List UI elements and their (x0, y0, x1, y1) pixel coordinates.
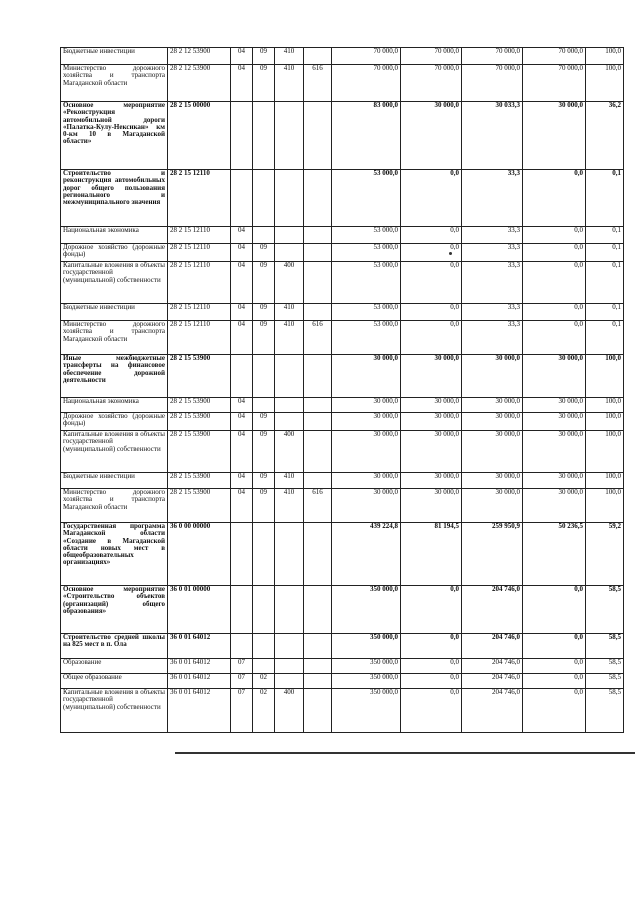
section-code: 04 (231, 227, 253, 244)
admin-code (304, 413, 332, 431)
table-row (61, 65, 624, 102)
value-3: 33,3 (462, 227, 523, 244)
value-3: 30 000,0 (462, 355, 523, 398)
table-row (61, 321, 624, 355)
section-code: 04 (231, 304, 253, 321)
value-3: 204 746,0 (462, 674, 523, 689)
admin-code: 616 (304, 65, 332, 102)
budget-table (60, 47, 624, 733)
target-code: 28 2 15 12110 (168, 262, 231, 304)
admin-code (304, 102, 332, 170)
expense-type-code: 410 (275, 48, 304, 65)
value-1: 53 000,0 (332, 170, 401, 227)
admin-code (304, 689, 332, 733)
expense-type-code: 400 (275, 431, 304, 473)
subsection-code (253, 634, 275, 659)
value-4: 30 000,0 (523, 102, 586, 170)
value-2: 81 194,5 (401, 523, 462, 586)
value-1: 350 000,0 (332, 586, 401, 634)
value-4: 0,0 (523, 674, 586, 689)
table-row (61, 413, 624, 431)
table-row (61, 102, 624, 170)
admin-code (304, 355, 332, 398)
value-2: 0,0 (401, 674, 462, 689)
percent-value: 58,5 (586, 689, 624, 733)
value-3: 33,3 (462, 321, 523, 355)
percent-value: 58,5 (586, 634, 624, 659)
subsection-code (253, 523, 275, 586)
target-code: 28 2 15 00000 (168, 102, 231, 170)
value-1: 53 000,0 (332, 262, 401, 304)
table-row (61, 674, 624, 689)
table-row (61, 473, 624, 489)
section-code: 04 (231, 262, 253, 304)
value-1: 350 000,0 (332, 689, 401, 733)
percent-value: 100,0 (586, 489, 624, 523)
value-4: 30 000,0 (523, 398, 586, 413)
section-code: 07 (231, 689, 253, 733)
value-2: 30 000,0 (401, 413, 462, 431)
value-3: 30 000,0 (462, 489, 523, 523)
admin-code (304, 48, 332, 65)
table-row (61, 170, 624, 227)
value-1: 30 000,0 (332, 473, 401, 489)
value-4: 30 000,0 (523, 473, 586, 489)
subsection-code: 09 (253, 262, 275, 304)
target-code: 36 0 01 64012 (168, 689, 231, 733)
subsection-code: 09 (253, 48, 275, 65)
percent-value: 0,1 (586, 262, 624, 304)
value-3: 33,3 (462, 244, 523, 262)
table-row (61, 489, 624, 523)
admin-code (304, 523, 332, 586)
target-code: 28 2 15 12110 (168, 244, 231, 262)
target-code: 36 0 00 00000 (168, 523, 231, 586)
row-name: Строительство средней школы на 825 мест в п. Ола (61, 634, 168, 659)
value-1: 350 000,0 (332, 674, 401, 689)
value-3: 30 000,0 (462, 413, 523, 431)
table-row (61, 431, 624, 473)
percent-value: 0,1 (586, 244, 624, 262)
expense-type-code: 410 (275, 65, 304, 102)
value-4: 30 000,0 (523, 431, 586, 473)
value-1: 30 000,0 (332, 489, 401, 523)
value-2: 30 000,0 (401, 473, 462, 489)
subsection-code (253, 355, 275, 398)
subsection-code: 09 (253, 304, 275, 321)
value-4: 70 000,0 (523, 65, 586, 102)
percent-value: 0,1 (586, 321, 624, 355)
subsection-code: 02 (253, 674, 275, 689)
row-name: Национальная экономика (61, 227, 168, 244)
expense-type-code: 410 (275, 489, 304, 523)
row-name: Дорожное хозяйство (дорожные фонды) (61, 413, 168, 431)
row-name: Общее образование (61, 674, 168, 689)
expense-type-code: 410 (275, 321, 304, 355)
value-4: 30 000,0 (523, 489, 586, 523)
value-2: 0,0 (401, 244, 462, 262)
admin-code (304, 304, 332, 321)
table-row (61, 227, 624, 244)
section-code (231, 634, 253, 659)
table-row (61, 244, 624, 262)
subsection-code: 09 (253, 413, 275, 431)
row-name: Министерство дорожного хозяйства и транспорта Магаданской области (61, 321, 168, 355)
table-row (61, 659, 624, 674)
row-name: Основное мероприятие «Строительство объектов (организаций) общего образования» (61, 586, 168, 634)
value-4: 0,0 (523, 262, 586, 304)
expense-type-code: 410 (275, 304, 304, 321)
value-2: 30 000,0 (401, 102, 462, 170)
expense-type-code: 400 (275, 262, 304, 304)
admin-code: 616 (304, 489, 332, 523)
target-code: 28 2 15 12110 (168, 304, 231, 321)
value-2: 0,0 (401, 321, 462, 355)
row-name: Капитальные вложения в объекты государственной (муниципальной) собственности (61, 262, 168, 304)
percent-value: 0,1 (586, 304, 624, 321)
expense-type-code (275, 674, 304, 689)
row-name: Национальная экономика (61, 398, 168, 413)
value-1: 30 000,0 (332, 398, 401, 413)
expense-type-code (275, 398, 304, 413)
expense-type-code (275, 634, 304, 659)
row-name: Бюджетные инвестиции (61, 48, 168, 65)
subsection-code: 02 (253, 689, 275, 733)
value-1: 53 000,0 (332, 244, 401, 262)
value-1: 30 000,0 (332, 413, 401, 431)
section-code: 04 (231, 244, 253, 262)
value-4: 0,0 (523, 170, 586, 227)
value-1: 350 000,0 (332, 634, 401, 659)
percent-value: 58,5 (586, 674, 624, 689)
admin-code (304, 586, 332, 634)
expense-type-code (275, 170, 304, 227)
value-4: 0,0 (523, 689, 586, 733)
section-code: 07 (231, 659, 253, 674)
section-code: 04 (231, 398, 253, 413)
percent-value: 100,0 (586, 355, 624, 398)
table-row (61, 304, 624, 321)
subsection-code: 09 (253, 65, 275, 102)
section-code: 04 (231, 65, 253, 102)
section-code: 04 (231, 413, 253, 431)
table-row (61, 689, 624, 733)
subsection-code: 09 (253, 489, 275, 523)
value-2: 0,0 (401, 304, 462, 321)
value-4: 0,0 (523, 586, 586, 634)
value-1: 30 000,0 (332, 431, 401, 473)
admin-code (304, 431, 332, 473)
subsection-code: 09 (253, 473, 275, 489)
admin-code (304, 398, 332, 413)
value-3: 33,3 (462, 262, 523, 304)
table-row (61, 48, 624, 65)
percent-value: 100,0 (586, 398, 624, 413)
percent-value: 0,1 (586, 227, 624, 244)
row-name: Капитальные вложения в объекты государственной (муниципальной) собственности (61, 689, 168, 733)
expense-type-code (275, 102, 304, 170)
row-name: Образование (61, 659, 168, 674)
section-code (231, 523, 253, 586)
table-row (61, 355, 624, 398)
scan-artifact (449, 252, 452, 255)
value-3: 259 950,9 (462, 523, 523, 586)
percent-value: 58,5 (586, 659, 624, 674)
target-code: 28 2 15 53900 (168, 489, 231, 523)
admin-code (304, 244, 332, 262)
row-name: Иные межбюджетные трансферты на финансовое обеспечение дорожной деятельности (61, 355, 168, 398)
row-name: Дорожное хозяйство (дорожные фонды) (61, 244, 168, 262)
row-name: Бюджетные инвестиции (61, 304, 168, 321)
value-3: 204 746,0 (462, 586, 523, 634)
value-2: 70 000,0 (401, 48, 462, 65)
value-1: 439 224,8 (332, 523, 401, 586)
row-name: Бюджетные инвестиции (61, 473, 168, 489)
section-code (231, 355, 253, 398)
expense-type-code (275, 523, 304, 586)
value-2: 70 000,0 (401, 65, 462, 102)
value-2: 0,0 (401, 659, 462, 674)
percent-value: 100,0 (586, 65, 624, 102)
subsection-code (253, 398, 275, 413)
value-3: 30 000,0 (462, 473, 523, 489)
target-code: 28 2 15 53900 (168, 355, 231, 398)
value-2: 0,0 (401, 227, 462, 244)
section-code (231, 170, 253, 227)
row-name: Министерство дорожного хозяйства и транспорта Магаданской области (61, 489, 168, 523)
target-code: 28 2 12 53900 (168, 48, 231, 65)
value-3: 70 000,0 (462, 65, 523, 102)
admin-code (304, 634, 332, 659)
subsection-code (253, 170, 275, 227)
percent-value: 0,1 (586, 170, 624, 227)
target-code: 28 2 15 12110 (168, 170, 231, 227)
expense-type-code (275, 413, 304, 431)
value-2: 30 000,0 (401, 431, 462, 473)
value-1: 53 000,0 (332, 304, 401, 321)
expense-type-code (275, 586, 304, 634)
target-code: 28 2 15 53900 (168, 431, 231, 473)
footer-rule (175, 752, 635, 754)
subsection-code (253, 102, 275, 170)
table-row (61, 523, 624, 586)
percent-value: 100,0 (586, 473, 624, 489)
table-row (61, 634, 624, 659)
value-4: 30 000,0 (523, 413, 586, 431)
admin-code (304, 170, 332, 227)
target-code: 36 0 01 00000 (168, 586, 231, 634)
value-2: 0,0 (401, 634, 462, 659)
section-code: 04 (231, 431, 253, 473)
value-1: 83 000,0 (332, 102, 401, 170)
subsection-code (253, 659, 275, 674)
value-1: 70 000,0 (332, 65, 401, 102)
subsection-code: 09 (253, 321, 275, 355)
expense-type-code (275, 659, 304, 674)
row-name: Министерство дорожного хозяйства и транспорта Магаданской области (61, 65, 168, 102)
section-code: 04 (231, 48, 253, 65)
table-row (61, 262, 624, 304)
section-code: 07 (231, 674, 253, 689)
target-code: 28 2 15 53900 (168, 398, 231, 413)
value-1: 30 000,0 (332, 355, 401, 398)
value-3: 30 000,0 (462, 431, 523, 473)
value-1: 53 000,0 (332, 321, 401, 355)
percent-value: 58,5 (586, 586, 624, 634)
expense-type-code: 410 (275, 473, 304, 489)
value-2: 30 000,0 (401, 489, 462, 523)
row-name: Строительство и реконструкция автомобильных дорог общего пользования регионального и межмуниципального значения (61, 170, 168, 227)
value-4: 0,0 (523, 244, 586, 262)
value-4: 50 236,5 (523, 523, 586, 586)
value-3: 30 000,0 (462, 398, 523, 413)
value-4: 70 000,0 (523, 48, 586, 65)
subsection-code: 09 (253, 244, 275, 262)
subsection-code (253, 227, 275, 244)
admin-code (304, 659, 332, 674)
value-3: 30 033,3 (462, 102, 523, 170)
subsection-code (253, 586, 275, 634)
table-body (61, 48, 624, 733)
target-code: 28 2 15 53900 (168, 413, 231, 431)
target-code: 36 0 01 64012 (168, 659, 231, 674)
value-4: 30 000,0 (523, 355, 586, 398)
row-name: Капитальные вложения в объекты государственной (муниципальной) собственности (61, 431, 168, 473)
value-4: 0,0 (523, 321, 586, 355)
admin-code: 616 (304, 321, 332, 355)
expense-type-code: 400 (275, 689, 304, 733)
value-3: 33,3 (462, 170, 523, 227)
percent-value: 36,2 (586, 102, 624, 170)
percent-value: 100,0 (586, 48, 624, 65)
section-code: 04 (231, 473, 253, 489)
target-code: 28 2 15 53900 (168, 473, 231, 489)
expense-type-code (275, 227, 304, 244)
value-4: 0,0 (523, 659, 586, 674)
row-name: Государственная программа Магаданской области «Создание в Магаданской области новых мест в общеобразовательных организациях» (61, 523, 168, 586)
value-4: 0,0 (523, 634, 586, 659)
value-1: 70 000,0 (332, 48, 401, 65)
target-code: 28 2 15 12110 (168, 227, 231, 244)
value-2: 0,0 (401, 689, 462, 733)
value-3: 204 746,0 (462, 634, 523, 659)
value-3: 204 746,0 (462, 659, 523, 674)
value-2: 0,0 (401, 586, 462, 634)
target-code: 36 0 01 64012 (168, 634, 231, 659)
value-3: 204 746,0 (462, 689, 523, 733)
section-code (231, 586, 253, 634)
value-2: 0,0 (401, 170, 462, 227)
admin-code (304, 227, 332, 244)
percent-value: 100,0 (586, 431, 624, 473)
value-1: 350 000,0 (332, 659, 401, 674)
value-2: 30 000,0 (401, 355, 462, 398)
value-1: 53 000,0 (332, 227, 401, 244)
value-3: 33,3 (462, 304, 523, 321)
section-code: 04 (231, 489, 253, 523)
table-row (61, 398, 624, 413)
percent-value: 100,0 (586, 413, 624, 431)
admin-code (304, 262, 332, 304)
section-code (231, 102, 253, 170)
expense-type-code (275, 355, 304, 398)
percent-value: 59,2 (586, 523, 624, 586)
row-name: Основное мероприятие «Реконструкция автомобильной дороги «Палатка-Кулу-Нексикан» км 0-км 10 в Магаданской области» (61, 102, 168, 170)
subsection-code: 09 (253, 431, 275, 473)
value-4: 0,0 (523, 227, 586, 244)
section-code: 04 (231, 321, 253, 355)
value-2: 0,0 (401, 262, 462, 304)
table-row (61, 586, 624, 634)
admin-code (304, 674, 332, 689)
target-code: 28 2 12 53900 (168, 65, 231, 102)
expense-type-code (275, 244, 304, 262)
target-code: 36 0 01 64012 (168, 674, 231, 689)
value-3: 70 000,0 (462, 48, 523, 65)
admin-code (304, 473, 332, 489)
value-2: 30 000,0 (401, 398, 462, 413)
value-4: 0,0 (523, 304, 586, 321)
target-code: 28 2 15 12110 (168, 321, 231, 355)
